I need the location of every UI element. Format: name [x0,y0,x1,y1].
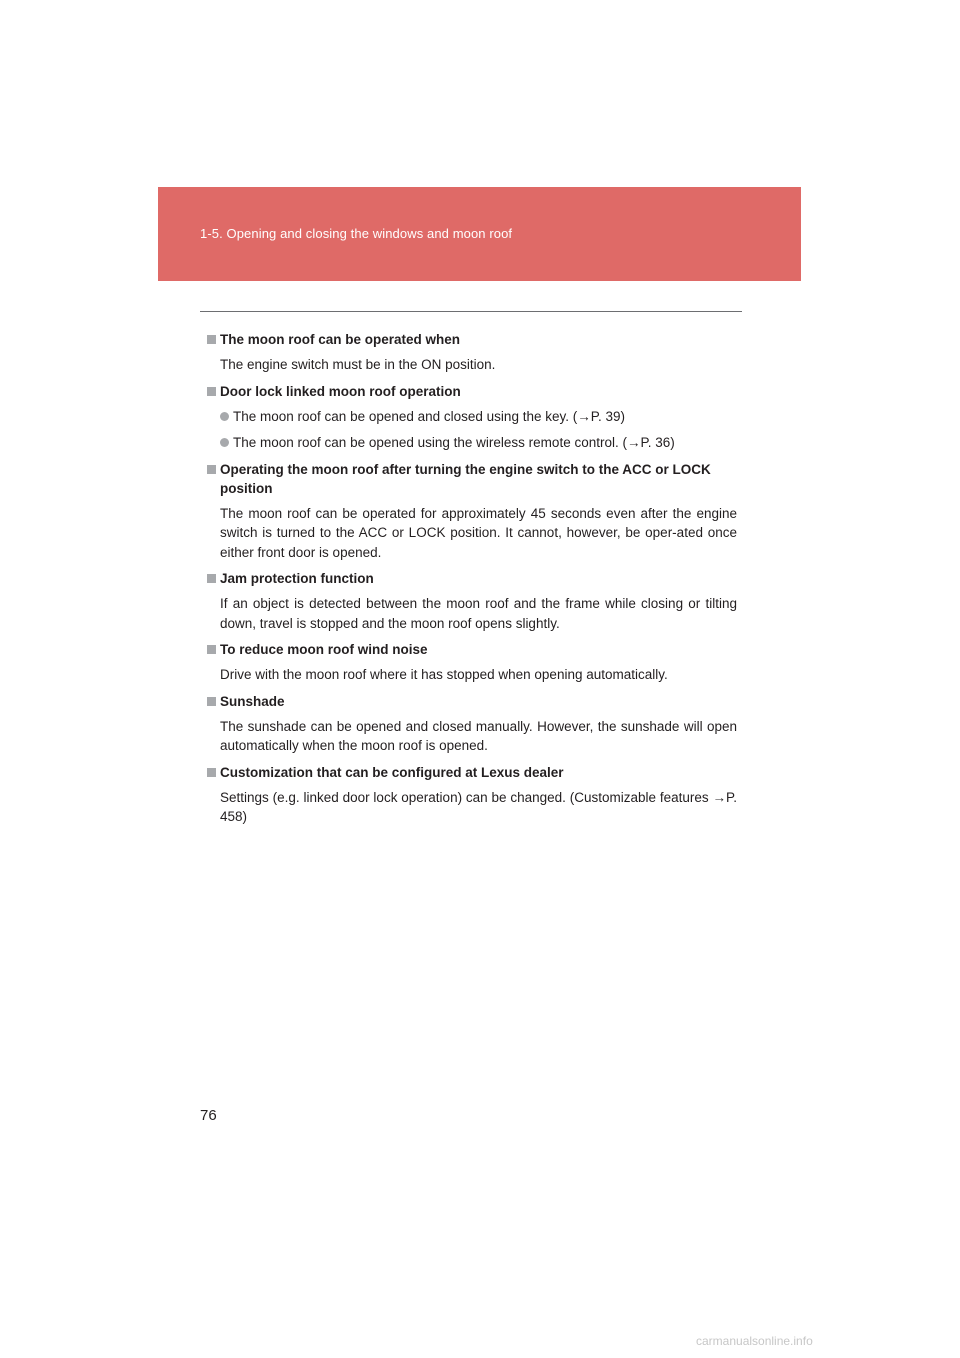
section-heading: Jam protection function [207,569,737,588]
section-sunshade [207,692,737,756]
section-heading: Door lock linked moon roof operation [207,382,737,401]
section-jam-protection [207,569,737,633]
square-bullet-icon [207,574,216,583]
page-number: 76 [200,1107,217,1124]
square-bullet-icon [207,645,216,654]
bullet-item: The moon roof can be opened using the wireless remote control. (→P. 36) [207,433,737,453]
section-heading: Customization that can be configured at Lexus dealer [207,763,737,782]
section-body: The moon roof can be operated for approximately 45 seconds even after the engine switch is turned to the ACC or LOCK position. It cannot, however, be oper-ated once either front door is opened. [220,505,737,560]
circle-bullet-icon [220,412,229,421]
divider-rule [200,311,742,312]
section-after-engine-off [207,460,737,563]
content-area [207,330,737,834]
section-heading: The moon roof can be operated when [207,330,737,349]
section-body: Drive with the moon roof where it has stopped when opening automatically. [220,667,668,682]
section-body: If an object is detected between the moon roof and the frame while closing or tilting down, travel is stopped and the moon roof opens slightly. [220,596,737,631]
section-heading: Operating the moon roof after turning the engine switch to the ACC or LOCK position [207,460,737,498]
section-operation-conditions [207,330,737,375]
section-door-lock-linked [207,382,737,453]
section-wind-noise [207,640,737,685]
section-body: The sunshade can be opened and closed manually. However, the sunshade will open automatically when the moon roof is opened. [220,718,737,753]
square-bullet-icon [207,335,216,344]
square-bullet-icon [207,697,216,706]
watermark: carmanualsonline.info [696,1334,813,1348]
square-bullet-icon [207,387,216,396]
section-body: Settings (e.g. linked door lock operation) can be changed. (Customizable features →P. 458) [220,789,737,824]
square-bullet-icon [207,465,216,474]
section-heading: To reduce moon roof wind noise [207,640,737,659]
section-heading: Sunshade [207,692,737,711]
section-body: The engine switch must be in the ON position. [220,357,496,372]
bullet-item: The moon roof can be opened and closed using the key. (→P. 39) [207,407,737,427]
section-header-band [158,187,801,281]
circle-bullet-icon [220,438,229,447]
square-bullet-icon [207,768,216,777]
section-title: 1-5. Opening and closing the windows and moon roof [200,226,513,241]
section-customization [207,763,737,827]
